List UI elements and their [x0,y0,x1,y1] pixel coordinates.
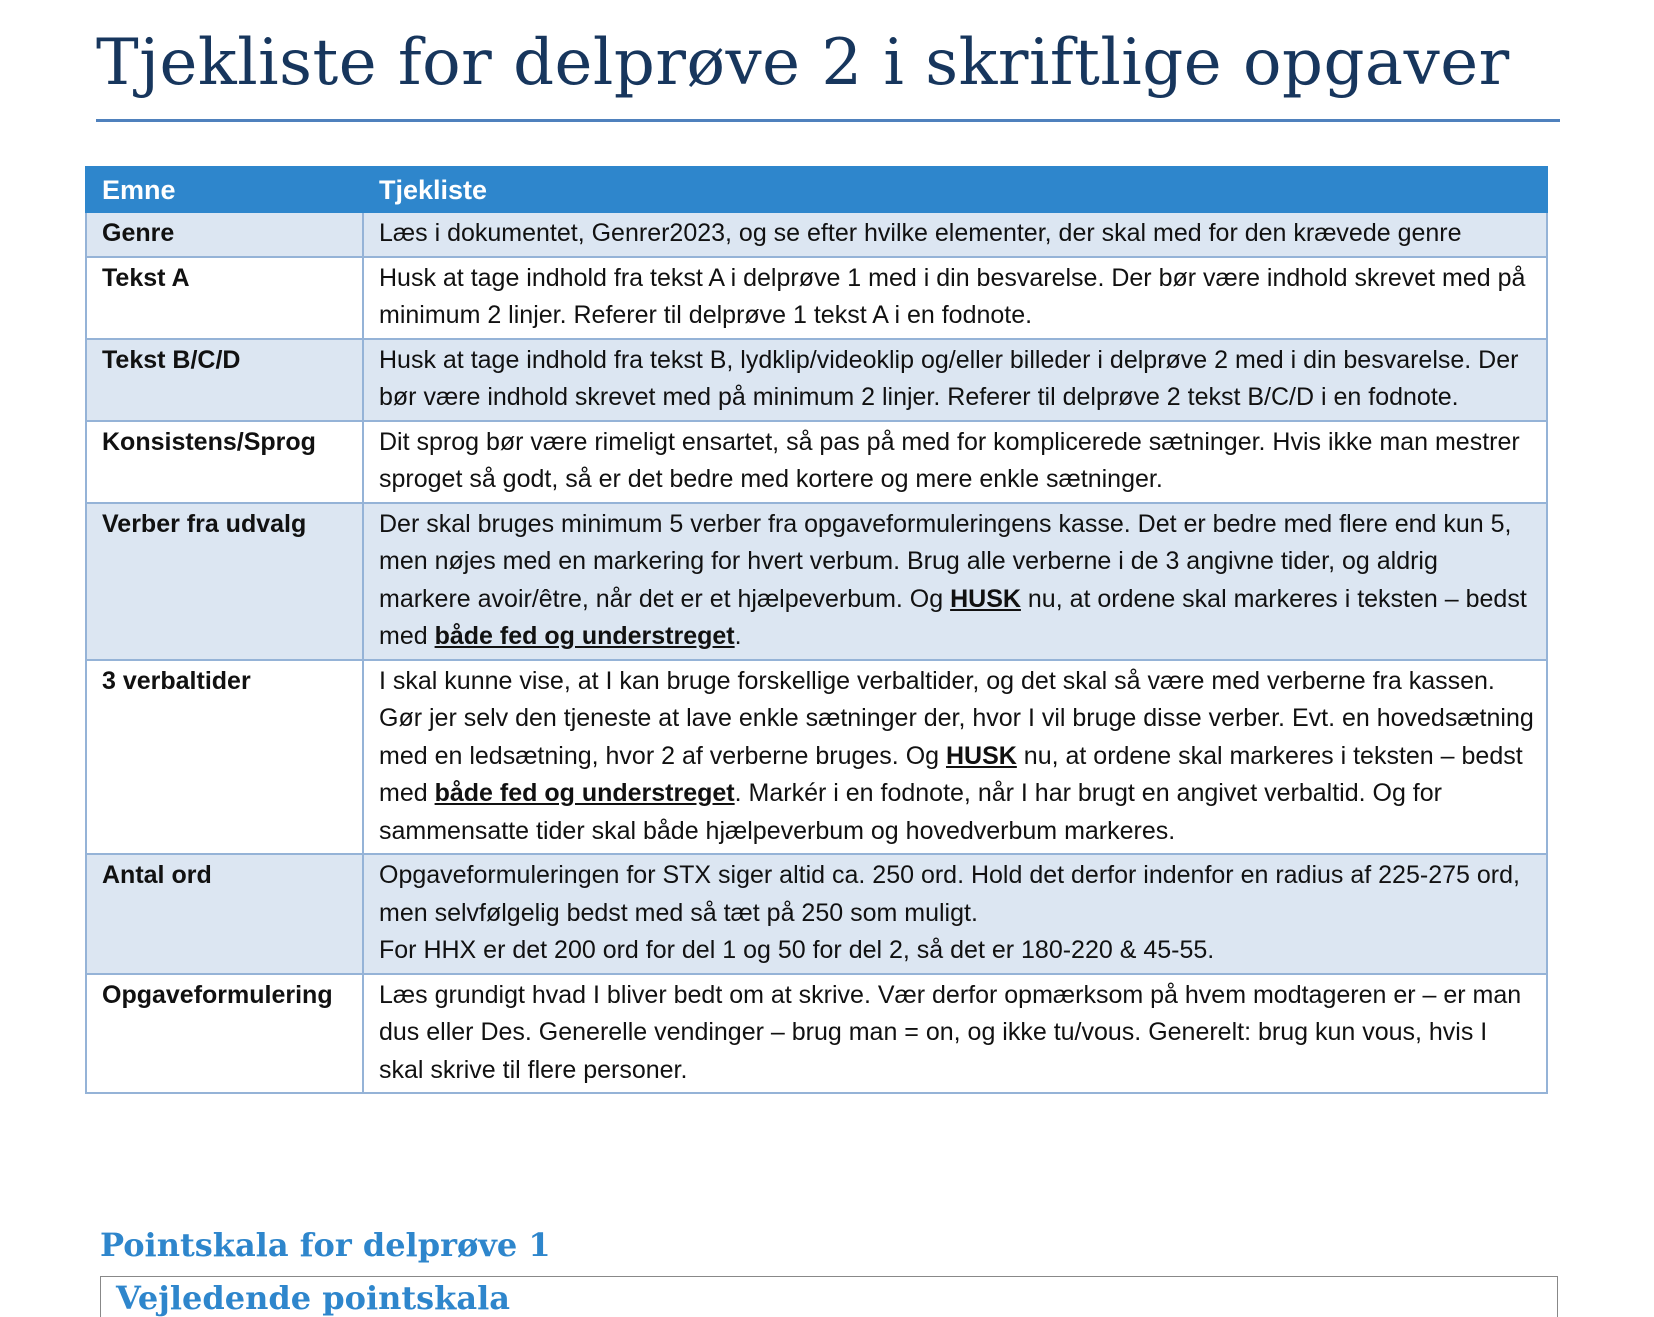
table-row [86,854,1547,974]
table-row [86,503,1547,660]
table-row [86,974,1547,1094]
checklist-text: . [734,622,742,650]
row-checklist: Læs grundigt hvad I bliver bedt om at skrive. Vær derfor opmærksom på hvem modtageren er – er man dus eller Des. Generelle vendinger – brug man = on, og ikke tu/vous. Generelt: brug kun vous, hvis I skal skrive til flere personer. [363,974,1547,1094]
column-header-topic: Emne [86,167,363,212]
table-header-row [86,167,1547,212]
checklist-text: . Markér i en fodnote, når I har brugt en angivet verbaltid. Og for sammensatte tider skal både hjælpeverbum og hovedverbum markeres. [379,779,1442,845]
table-row [86,660,1547,855]
row-topic: Antal ord [86,854,363,974]
checklist-text: Opgaveformuleringen for STX siger altid ca. 250 ord. Hold det derfor indenfor en radius af 225-275 ord, men selvfølgelig bedst med så tæt på 250 som muligt. [379,861,1520,927]
next-section-box [100,1276,1558,1317]
husk-emphasis: HUSK [946,741,1017,770]
row-topic: Konsistens/Sprog [86,421,363,503]
row-checklist [363,503,1547,660]
row-checklist: Husk at tage indhold fra tekst A i delprøve 1 med i din besvarelse. Der bør være indhold skrevet med på minimum 2 linjer. Referer til delprøve 1 tekst A i en fodnote. [363,257,1547,339]
checklist-text: I skal kunne vise, at I kan bruge forskellige verbaltider, og det skal så være med verberne fra kassen. Gør jer selv den tjeneste at lave enkle sætninger der, hvor I vil bruge disse verber. Evt. en hovedsætning med en ledsætning, hvor 2 af verberne bruges. Og [379,666,1534,770]
table-row [86,257,1547,339]
section-heading: Pointskala for delprøve 1 [100,1226,551,1264]
page-title: Tjekliste for delprøve 2 i skriftlige opgaver [96,26,1510,100]
title-underline [96,119,1560,122]
row-topic: 3 verbaltider [86,660,363,855]
checklist-text: nu, at ordene skal markeres i teksten – bedst med [379,741,1523,807]
checklist-table [85,166,1548,1094]
next-section-box-title: Vejledende pointskala [116,1279,510,1317]
row-topic: Opgaveformulering [86,974,363,1094]
row-topic: Tekst B/C/D [86,339,363,421]
row-topic: Tekst A [86,257,363,339]
row-topic: Verber fra udvalg [86,503,363,660]
row-checklist: Læs i dokumentet, Genrer2023, og se efter hvilke elementer, der skal med for den krævede genre [363,212,1547,257]
row-checklist [363,660,1547,855]
row-checklist: Husk at tage indhold fra tekst B, lydklip/videoklip og/eller billeder i delprøve 2 med i din besvarelse. Der bør være indhold skrevet med på minimum 2 linjer. Referer til delprøve 2 tekst B/C/D i en fodnote. [363,339,1547,421]
column-header-checklist: Tjekliste [363,167,1547,212]
row-topic: Genre [86,212,363,257]
checklist-text: Der skal bruges minimum 5 verber fra opgaveformuleringens kasse. Det er bedre med flere end kun 5, men nøjes med en markering for hvert verbum. Brug alle verberne i de 3 angivne tider, og aldrig markere avoir/être, når det er et hjælpeverbum. Og [379,509,1512,613]
table-row [86,421,1547,503]
row-checklist: Dit sprog bør være rimeligt ensartet, så pas på med for komplicerede sætninger. Hvis ikke man mestrer sproget så godt, så er det bedre med kortere og mere enkle sætninger. [363,421,1547,503]
row-checklist [363,854,1547,974]
checklist-text: nu, at ordene skal markeres i teksten – bedst med [379,584,1527,650]
husk-emphasis: HUSK [950,584,1021,613]
table-row [86,212,1547,257]
table-row [86,339,1547,421]
checklist-text: For HHX er det 200 ord for del 1 og 50 for del 2, så det er 180-220 & 45-55. [379,936,1215,964]
bold-underline-emphasis: både fed og understreget [434,779,735,807]
bold-underline-emphasis: både fed og understreget [434,622,735,650]
